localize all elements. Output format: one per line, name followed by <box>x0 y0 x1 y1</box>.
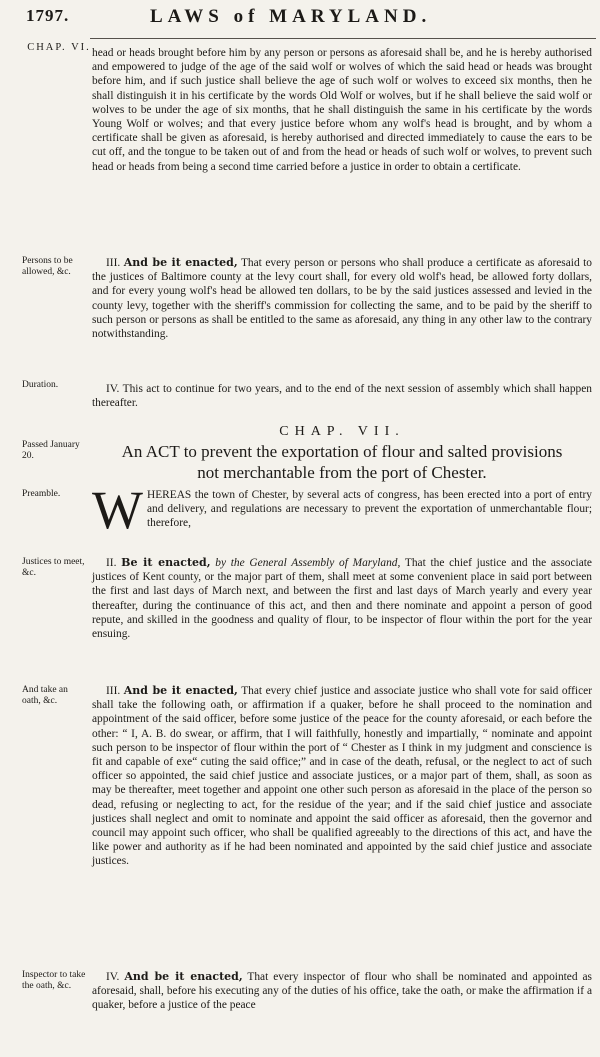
section-text: This act to continue for two years, and to the end of the next session of assembly which shall happen thereafter. <box>92 383 592 410</box>
section-number: II. <box>106 557 117 569</box>
section-number: IV. <box>106 971 120 983</box>
section-text: That every inspector of flour who shall be nominated and appointed as aforesaid, shall, before his executing any of the duties of his office, take the oath, or make the affirmation if a quaker, before a justice of the peace <box>92 971 592 1012</box>
chap6-section-4 <box>92 382 592 410</box>
section-number: III. <box>106 257 121 269</box>
chap7-heading <box>92 424 592 482</box>
section-number: IV. <box>106 383 120 395</box>
margin-note-oath: And take an oath, &c. <box>22 685 68 706</box>
enacting-clause: Be it enacted, <box>121 556 211 569</box>
page-year: 1797. <box>26 6 70 25</box>
chapter-label: CHAP. VII. <box>279 424 405 439</box>
margin-note-preamble: Preamble. <box>22 489 61 499</box>
section-text: That every chief justice and associate justice who shall vote for said officer shall take the following oath, or affirmation if a quaker, before he shall proceed to the nomination and appointment of the said officer, before some justice of the peace for the county aforesaid, or each before the other: “ I, A. B. do swear, or affirm, that I will faithfully, honestly and impartially, “ nominate and appoint such person to be inspector of flour within the port of “ Chester as I think in my judgment and conscience is fit and capable of exe“ cuting the said office;” and in case of the death, refusal, or the neglect to act of such officer so appointed, the said chief justice and associate justices, or a major part of them, shall, as soon as may be thereafter, meet together and appoint one other such person as aforesaid in the place of the person so dead, refusing or neglecting to act, for the residue of the year; and if the said chief justice and associate justices shall neglect and omit to nominate and appoint the said officer as aforesaid, then the governor and council may appoint such officer, who shall be qualified agreeably to the directions of this act, and have the like power and authority as if he had been nominated and appointed by the said chief justice and associate justices. <box>92 685 592 868</box>
enacting-clause: And be it enacted, <box>123 256 238 269</box>
margin-note-chap6: CHAP. VI. <box>27 42 91 53</box>
section-text: That every person or persons who shall produce a certificate as aforesaid to the justices of Baltimore county at the levy court shall, for every old wolf's head, be allowed forty dollars, and for every young wolf's head be allowed ten dollars, to be by the said justices assessed and levied in the county levy, together with the sheriff's commission for collecting the same, and to be paid by the sheriff to such person or persons as shall be entitled to the same as aforesaid, any thing in any other law to the contrary notwithstanding. <box>92 257 592 341</box>
enacting-clause: And be it enacted, <box>123 684 238 697</box>
margin-note-justices: Justices to meet, &c. <box>22 557 85 578</box>
margin-note-duration: Duration. <box>22 380 59 390</box>
section-number: III. <box>106 685 121 697</box>
chap6-section-3 <box>92 256 592 341</box>
chap6-paragraph-continued: head or heads brought before him by any person or persons as aforesaid shall be, and he is hereby authorised and empowered to judge of the age of the said wolf or wolves of which the said head or heads was brought before him, and if such justice shall believe the age of such wolf or wolves to exceed six months, then he shall distinguish it in his certificate by the words Old Wolf or wolves, but if he shall believe the said wolf or wolves to be under the age of six months, that he shall distinguish the same in his certificate by the words Young Wolf or wolves; and that every justice before whom any wolf's head is brought, and by whom a certificate shall be given as aforesaid, is hereby authorised and directed immediately to cause the ears to be cut off, and the tongue to be taken out of and from the head or heads of such wolf or wolves, to prevent such head or heads from being a second time carried before a justice in order to obtain a certificate. <box>92 47 592 173</box>
chap7-section-4 <box>92 970 592 1013</box>
header-rule <box>90 38 596 39</box>
page-header <box>0 4 600 34</box>
chap7-section-2 <box>92 556 592 641</box>
margin-note-persons: Persons to be allowed, &c. <box>22 256 73 277</box>
chap7-preamble <box>92 480 592 540</box>
section-text: That the chief justice and the associate justices of Kent county, or the major part of them, shall meet at some convenient place in said port between the first and last days of March next, and between the first and last days of March yearly and every year thereafter, during the continuance of this act, and then and there nominate and appoint a person of good repute, and skilled in the goodness and quality of flour, to be inspector of flour within the port for the year ensuing. <box>92 557 592 641</box>
chap7-section-3 <box>92 684 592 869</box>
act-title-line-1: An ACT to prevent the exportation of flour and salted provisions <box>121 442 563 461</box>
margin-note-passed: Passed January 20. <box>22 440 80 461</box>
assembly-clause: by the General Assembly of Maryland, <box>215 557 401 569</box>
margin-note-inspector: Inspector to take the oath, &c. <box>22 970 86 991</box>
enacting-clause: And be it enacted, <box>124 970 243 983</box>
act-title-line-2: not merchantable from the port of Chester. <box>197 463 487 482</box>
drop-cap: W <box>92 480 143 540</box>
running-title: LAWS of MARYLAND. <box>150 6 432 27</box>
preamble-text: HEREAS the town of Chester, by several acts of congress, has been erected into a port of entry and delivery, and regulations are necessary to prevent the exportation of unmerchantable flour; therefore, <box>146 489 592 530</box>
